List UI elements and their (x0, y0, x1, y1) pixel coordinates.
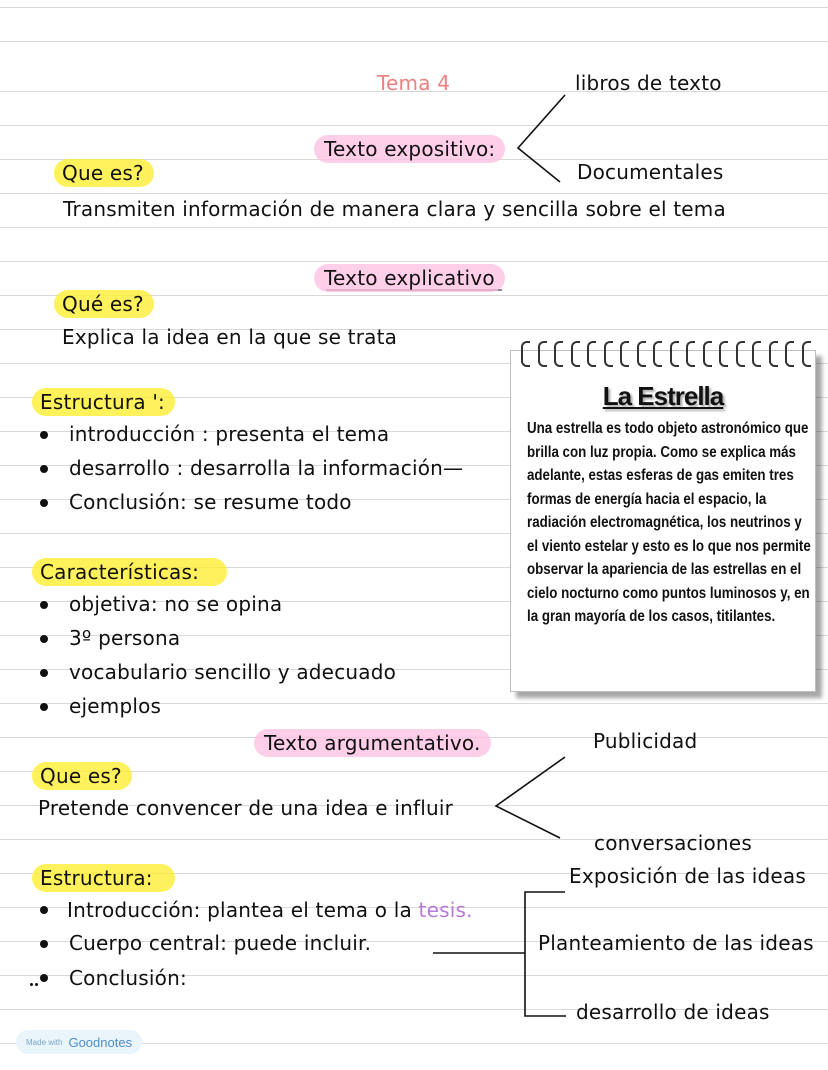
expositivo-question: Que es? (54, 159, 154, 187)
feature-item-vocabulary: vocabulario sencillo y adecuado (69, 660, 397, 684)
argumentativo-item-conclusion: Conclusión: (69, 966, 187, 990)
bullet (40, 499, 48, 507)
bullet (40, 601, 48, 609)
bracket-item-approach: Planteamiento de las ideas (538, 931, 814, 955)
explicativo-features-heading: Características: (32, 558, 227, 586)
explicativo-question: Qué es? (54, 290, 154, 318)
feature-item-third-person: 3º persona (69, 626, 181, 650)
card-title: La Estrella (602, 381, 724, 411)
bullet (40, 635, 48, 643)
bullet (40, 906, 48, 914)
argumentativo-example-ads: Publicidad (593, 729, 698, 753)
explicativo-heading: Texto explicativo (314, 264, 505, 292)
bullet (40, 974, 48, 982)
expositivo-example-textbooks: libros de texto (575, 71, 722, 95)
expositivo-answer: Transmiten información de manera clara y sencilla sobre el tema (63, 197, 726, 221)
card-body: Una estrella es todo objeto astronómico que brilla con luz propia. Como se explica más adelante, estas esferas de gas emiten tres formas de energía hacia el espacio, la radiación electromagnética, los neutrinos y el viento estelar y esto es lo que nos permite observar la apariencia de las estrellas en el cielo nocturno como puntos luminosos y, en la gran mayoría de los casos, titilantes. (527, 420, 811, 625)
feature-item-examples: ejemplos (69, 694, 162, 718)
argumentativo-question: Que es? (32, 762, 132, 790)
structure-item-intro: introducción : presenta el tema (69, 422, 390, 446)
intro-text: Introducción: plantea el tema o la (67, 898, 412, 922)
argumentativo-item-intro (67, 898, 473, 922)
expositivo-example-documentaries: Documentales (577, 160, 724, 184)
stray-dot (35, 983, 38, 986)
bracket-item-exposition: Exposición de las ideas (569, 864, 806, 888)
bullet (40, 465, 48, 473)
argumentativo-structure-heading: Estructura: (32, 864, 175, 892)
bracket-item-development: desarrollo de ideas (576, 1000, 770, 1024)
page-title: Tema 4 (377, 71, 451, 95)
argumentativo-heading: Texto argumentativo. (254, 729, 491, 757)
badge-brand: Goodnotes (68, 1034, 133, 1050)
bullet (40, 431, 48, 439)
explicativo-structure-heading: Estructura ': (32, 388, 175, 416)
star-notepad-card (510, 350, 816, 692)
stray-dot (30, 983, 33, 986)
explicativo-answer: Explica la idea en la que se trata (62, 325, 398, 349)
structure-item-conclusion: Conclusión: se resume todo (69, 490, 352, 514)
structure-item-development: desarrollo : desarrolla la información— (69, 456, 464, 480)
bullet (40, 940, 48, 948)
bullet (40, 703, 48, 711)
expositivo-heading: Texto expositivo: (314, 135, 505, 163)
made-with-goodnotes-badge[interactable] (16, 1030, 142, 1054)
thesis-word: tesis. (418, 898, 473, 922)
argumentativo-example-conversations: conversaciones (594, 831, 752, 855)
argumentativo-answer: Pretende convencer de una idea e influir (38, 796, 454, 820)
badge-made-with: Made with (26, 1037, 63, 1047)
argumentativo-item-body: Cuerpo central: puede incluir. (69, 931, 372, 955)
argumentativo-branch (496, 757, 565, 838)
bullet (40, 669, 48, 677)
expositivo-branch (518, 95, 565, 182)
feature-item-objective: objetiva: no se opina (69, 592, 283, 616)
spiral-binding (521, 341, 811, 369)
